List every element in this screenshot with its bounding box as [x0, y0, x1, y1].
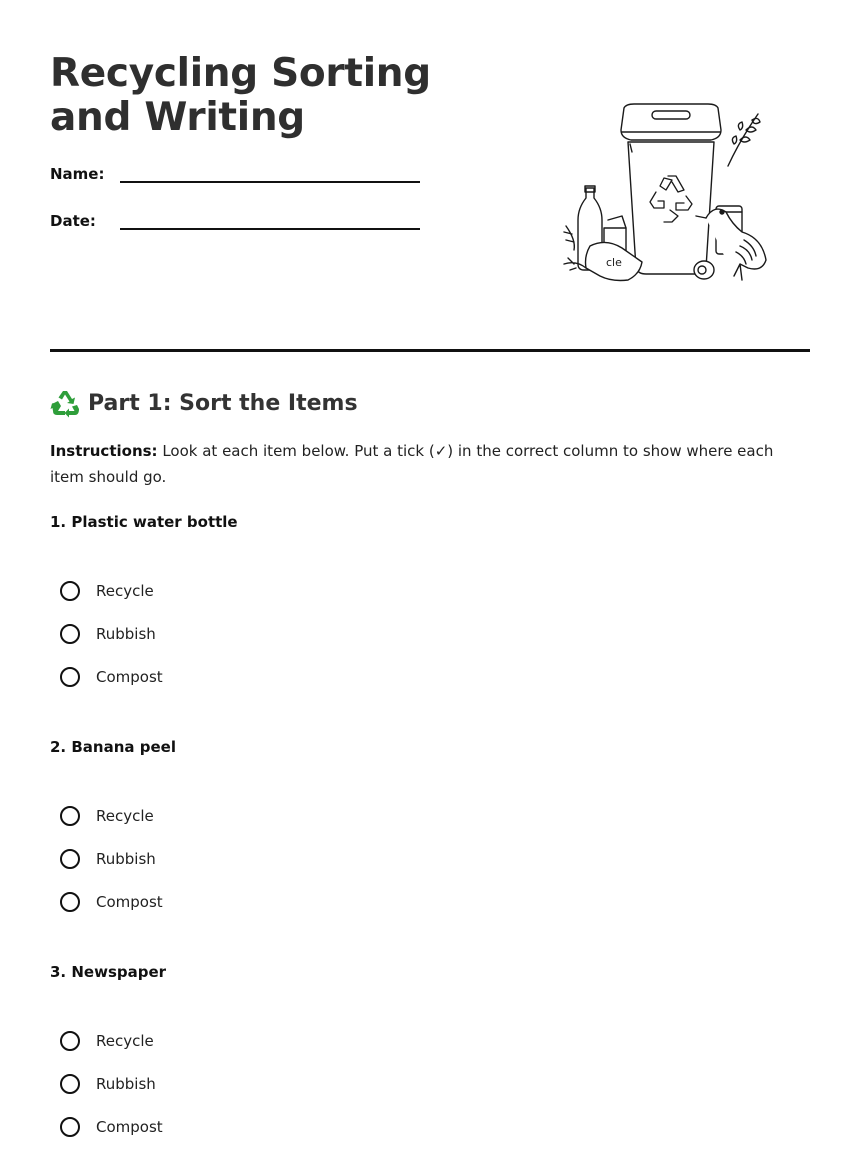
name-field[interactable] [50, 165, 430, 195]
header-divider [50, 349, 810, 352]
option-recycle[interactable] [60, 1019, 163, 1062]
page-title: Recycling Sorting and Writing [50, 51, 431, 140]
question-3 [50, 963, 550, 1136]
bag-text: cle [606, 256, 622, 269]
instructions-text: Look at each item below. Put a tick (✓) in the correct column to show where each item should go. [50, 442, 774, 486]
date-line[interactable] [120, 228, 420, 230]
radio-button[interactable] [60, 1074, 80, 1094]
option-label: Rubbish [96, 1074, 156, 1093]
name-label: Name: [50, 165, 105, 183]
name-line[interactable] [120, 181, 420, 183]
instructions-label: Instructions: [50, 442, 158, 460]
option-compost[interactable] [60, 1105, 163, 1148]
radio-button[interactable] [60, 892, 80, 912]
part1-title-text: Part 1: Sort the Items [88, 390, 358, 416]
option-label: Recycle [96, 806, 154, 825]
option-compost[interactable] [60, 880, 163, 923]
radio-button[interactable] [60, 667, 80, 687]
radio-button[interactable] [60, 806, 80, 826]
date-label: Date: [50, 212, 96, 230]
recycling-bin-illustration [556, 100, 776, 290]
radio-button[interactable] [60, 1117, 80, 1137]
question-title: 1. Plastic water bottle [50, 513, 238, 531]
options-list [60, 569, 163, 698]
option-label: Rubbish [96, 849, 156, 868]
question-title: 3. Newspaper [50, 963, 167, 981]
option-rubbish[interactable] [60, 837, 163, 880]
option-recycle[interactable] [60, 794, 163, 837]
question-1 [50, 513, 550, 686]
question-2 [50, 738, 550, 911]
option-label: Compost [96, 1117, 163, 1136]
radio-button[interactable] [60, 849, 80, 869]
part1-title [50, 388, 358, 418]
option-label: Compost [96, 892, 163, 911]
radio-button[interactable] [60, 624, 80, 644]
option-label: Rubbish [96, 624, 156, 643]
radio-button[interactable] [60, 1031, 80, 1051]
option-label: Recycle [96, 581, 154, 600]
instructions [50, 438, 810, 490]
date-field[interactable] [50, 212, 430, 242]
option-label: Recycle [96, 1031, 154, 1050]
option-recycle[interactable] [60, 569, 163, 612]
options-list [60, 1019, 163, 1148]
option-label: Compost [96, 667, 163, 686]
radio-button[interactable] [60, 581, 80, 601]
recycle-icon [50, 388, 80, 418]
option-rubbish[interactable] [60, 612, 163, 655]
options-list [60, 794, 163, 923]
question-title: 2. Banana peel [50, 738, 176, 756]
option-rubbish[interactable] [60, 1062, 163, 1105]
option-compost[interactable] [60, 655, 163, 698]
